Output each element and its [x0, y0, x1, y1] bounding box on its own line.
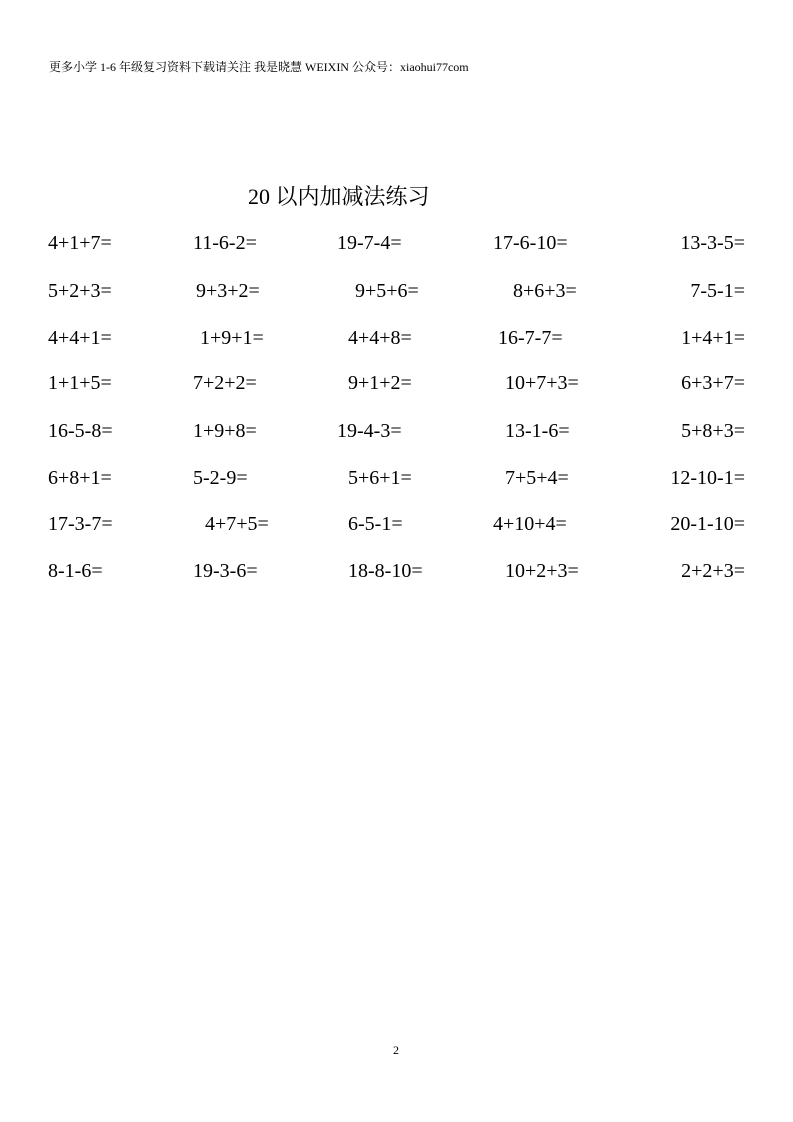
math-problem: 19-3-6=: [193, 560, 258, 582]
math-problem: 8+6+3=: [513, 280, 577, 302]
math-problem: 17-3-7=: [48, 513, 113, 535]
math-problem: 5+8+3=: [681, 420, 745, 442]
math-problem: 19-7-4=: [337, 232, 402, 254]
math-problem: 5+6+1=: [348, 467, 412, 489]
math-problem: 7-5-1=: [690, 280, 745, 302]
math-problem: 20-1-10=: [670, 513, 745, 535]
math-problem: 9+1+2=: [348, 372, 412, 394]
math-problem: 4+1+7=: [48, 232, 112, 254]
math-problem: 7+2+2=: [193, 372, 257, 394]
math-problem: 2+2+3=: [681, 560, 745, 582]
math-problem: 5-2-9=: [193, 467, 248, 489]
header-note: 更多小学 1-6 年级复习资料下载请关注 我是晓慧 WEIXIN 公众号：xiaohui77com: [49, 60, 469, 74]
math-problem: 1+9+8=: [193, 420, 257, 442]
math-problem: 19-4-3=: [337, 420, 402, 442]
math-problem: 9+5+6=: [355, 280, 419, 302]
math-problem: 13-1-6=: [505, 420, 570, 442]
page-number: 2: [393, 1043, 399, 1057]
math-problem: 1+9+1=: [200, 327, 264, 349]
math-problem: 17-6-10=: [493, 232, 568, 254]
math-problem: 10+7+3=: [505, 372, 579, 394]
page-title: 20 以内加减法练习: [248, 184, 430, 209]
math-problem: 1+4+1=: [681, 327, 745, 349]
math-problem: 4+4+1=: [48, 327, 112, 349]
math-problem: 10+2+3=: [505, 560, 579, 582]
math-problem: 18-8-10=: [348, 560, 423, 582]
math-problem: 6+3+7=: [681, 372, 745, 394]
math-problem: 6+8+1=: [48, 467, 112, 489]
math-problem: 12-10-1=: [670, 467, 745, 489]
math-problem: 16-5-8=: [48, 420, 113, 442]
math-problem: 9+3+2=: [196, 280, 260, 302]
math-problem: 4+4+8=: [348, 327, 412, 349]
math-problem: 4+10+4=: [493, 513, 567, 535]
math-problem: 13-3-5=: [680, 232, 745, 254]
math-problem: 8-1-6=: [48, 560, 103, 582]
math-problem: 6-5-1=: [348, 513, 403, 535]
math-problem: 1+1+5=: [48, 372, 112, 394]
math-problem: 11-6-2=: [193, 232, 257, 254]
math-problem: 5+2+3=: [48, 280, 112, 302]
math-problem: 4+7+5=: [205, 513, 269, 535]
math-problem: 7+5+4=: [505, 467, 569, 489]
math-problem: 16-7-7=: [498, 327, 563, 349]
